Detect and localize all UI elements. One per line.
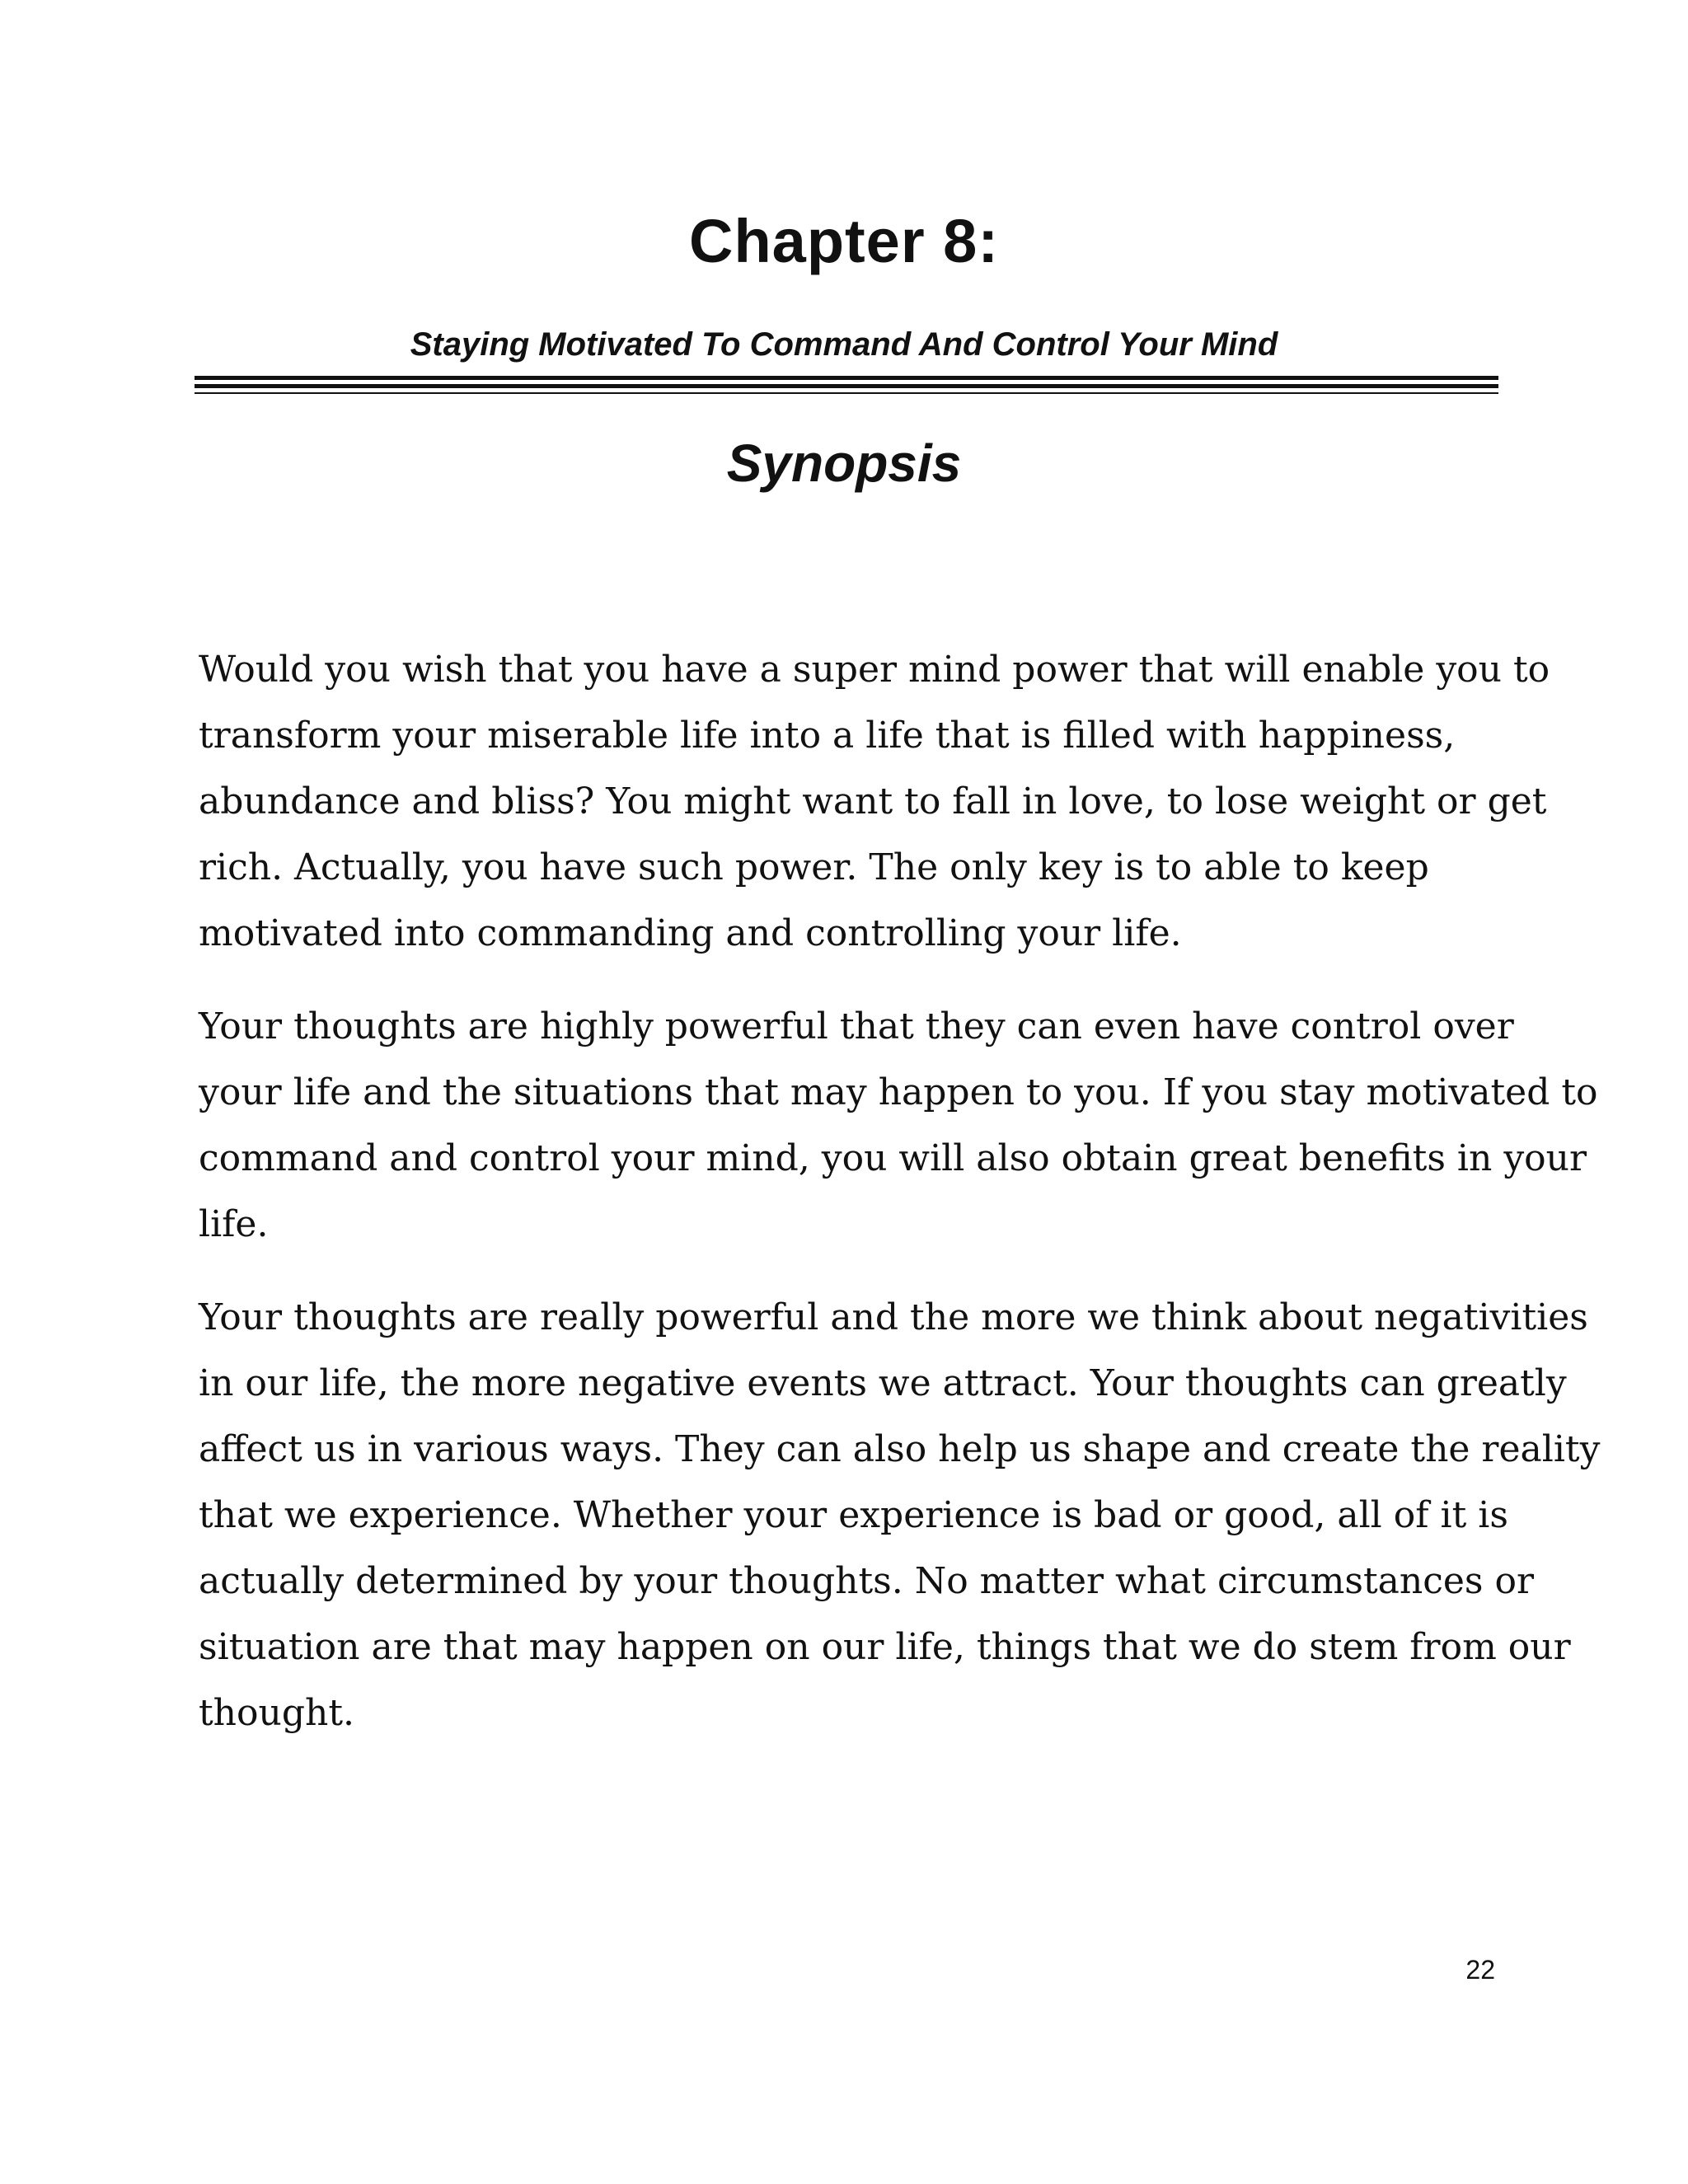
text-line: life.	[199, 1203, 269, 1245]
text-line: that we experience. Whether your experience is bad or good, all of it is	[199, 1494, 1508, 1536]
chapter-title: Chapter 8:	[689, 207, 999, 275]
divider-rule-bottom	[195, 392, 1498, 394]
paragraph-2	[199, 994, 1598, 1258]
body-text	[199, 637, 1601, 1746]
text-line: Your thoughts are really powerful and the more we think about negativities	[199, 1296, 1588, 1338]
paragraph-1	[199, 637, 1550, 967]
paragraph-3	[199, 1285, 1601, 1746]
section-heading: Synopsis	[726, 434, 962, 493]
divider-rule-top	[195, 376, 1498, 380]
text-line: in our life, the more negative events we attract. Your thoughts can greatly	[199, 1362, 1567, 1404]
chapter-subtitle: Staying Motivated To Command And Control Your Mind	[410, 326, 1278, 363]
text-line: rich. Actually, you have such power. The only key is to able to keep	[199, 846, 1429, 888]
text-line: transform your miserable life into a life that is filled with happiness,	[199, 715, 1456, 757]
text-line: situation are that may happen on our life, things that we do stem from our	[199, 1626, 1571, 1668]
text-line: your life and the situations that may happen to you. If you stay motivated to	[199, 1071, 1598, 1113]
text-line: Would you wish that you have a super mind power that will enable you to	[199, 649, 1550, 691]
text-line: affect us in various ways. They can also help us shape and create the reality	[199, 1428, 1601, 1470]
divider-rule-middle	[195, 384, 1498, 388]
text-line: actually determined by your thoughts. No matter what circumstances or	[199, 1560, 1535, 1602]
text-line: Your thoughts are highly powerful that they can even have control over	[199, 1005, 1514, 1047]
page-number: 22	[1465, 1955, 1495, 1985]
text-line: thought.	[199, 1692, 355, 1734]
text-line: motivated into commanding and controlling your life.	[199, 912, 1182, 954]
text-line: abundance and bliss? You might want to fall in love, to lose weight or get	[199, 780, 1547, 823]
text-line: command and control your mind, you will also obtain great benefits in your	[199, 1137, 1587, 1179]
